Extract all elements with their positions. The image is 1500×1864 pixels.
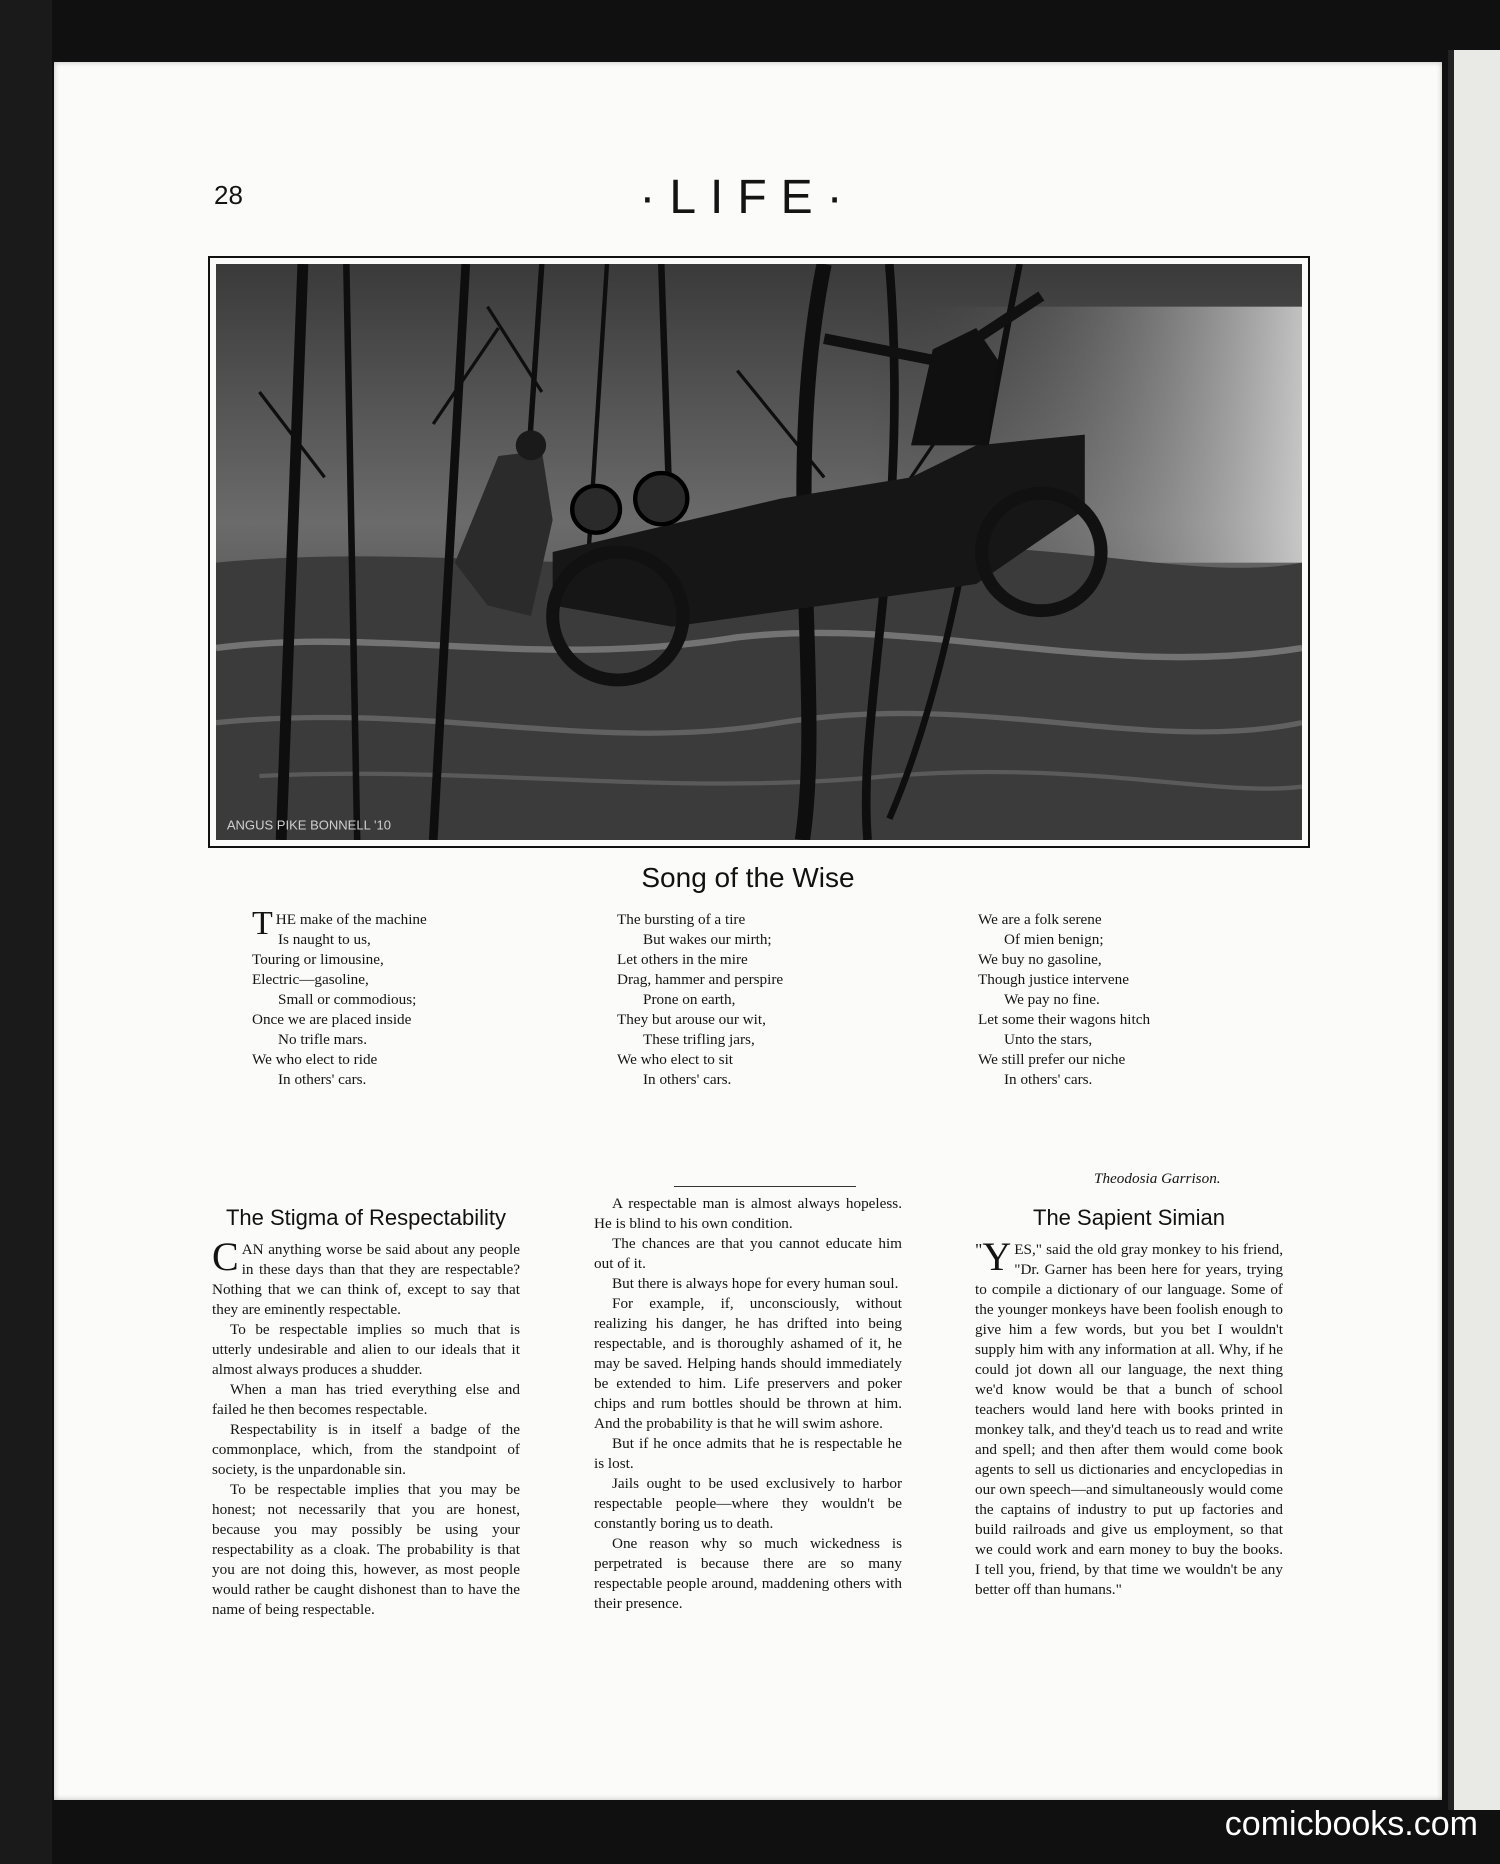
poem-line: Prone on earth, [643, 991, 736, 1008]
poem-line: No trifle mars. [278, 1031, 367, 1048]
poem-line: THE make of the machine [252, 905, 427, 942]
poem-line: We pay no fine. [1004, 991, 1100, 1008]
paragraph: But there is always hope for every human soul. [612, 1275, 899, 1292]
poem-line: In others' cars. [643, 1071, 732, 1088]
poem-author: Theodosia Garrison. [1094, 1170, 1221, 1187]
stigma-article-column [212, 1202, 520, 1620]
paragraph: To be respectable implies so much that is utterly undesirable and alien to our ideals that it almost always produces a shudder. [212, 1321, 520, 1378]
poem-line: Is naught to us, [278, 931, 371, 948]
scan-left-margin [0, 0, 52, 1864]
paragraph: When a man has tried everything else and failed he then becomes respectable. [212, 1381, 520, 1418]
poem-title: Song of the Wise [641, 862, 855, 893]
simian-dropcap: Y [982, 1234, 1012, 1279]
paragraph: " Y ES," said the old gray monkey to his friend, "Dr. Garner has been here for years, trying to compile a dictionary of our language. Some of the younger monkeys have been foolish enough to give him a few words, but you bet I wouldn't supply him with any information at all. Why, if he could jot down all our language, the next thing we'd know would be that a bunch of school teachers would land here with books printed in monkey talk, and they'd teach us to read and write and spell; and then after them would come book agents to sell us dictionaries and encyclopedias in our own speech—and simultaneously would come the captains of industry to put up factories and build railroads and give us employment, so that we could work and earn money to buy the books. I tell you, friend, by that time we wouldn't be any better off than humans." [975, 1234, 1283, 1598]
artist-signature: ANGUS PIKE BONNELL '10 [226, 817, 391, 833]
poem-line: Electric—gasoline, [252, 971, 369, 988]
next-page-edge [1448, 50, 1500, 1810]
paragraph: For example, if, unconsciously, without realizing his danger, he has drifted into being respectable, and is thoroughly ashamed of it, he may be saved. Helping hands should immediately be extended to him. Life preservers and poker chips and rum bottles should be thrown at him. And the probability is that he will swim ashore. [594, 1295, 902, 1432]
poem-line: We still prefer our niche [978, 1051, 1126, 1068]
paragraph: CAN anything worse be said about any people in these days than that they are respectable? Nothing that we can think of, except to say that they are eminently respectable. [212, 1234, 520, 1318]
poem-line: Unto the stars, [1004, 1031, 1093, 1048]
poem-dropcap: T [252, 905, 273, 942]
poem-line: In others' cars. [278, 1071, 367, 1088]
illustration-drawing [216, 264, 1302, 840]
page-number: 28 [214, 180, 243, 210]
poem-line: We who elect to ride [252, 1051, 378, 1068]
poem-line: Though justice intervene [978, 971, 1129, 988]
poem-line: Small or commodious; [278, 991, 417, 1008]
simian-title: The Sapient Simian [1033, 1205, 1225, 1230]
illustration-car-in-mud [208, 256, 1310, 848]
poem-line: We buy no gasoline, [978, 951, 1102, 968]
poem-line: The bursting of a tire [617, 911, 746, 928]
stigma-continued-column [594, 1194, 902, 1614]
headlamp [635, 473, 687, 524]
stigma-dropcap: C [212, 1234, 239, 1279]
simian-article-column [975, 1202, 1283, 1600]
poem-line: In others' cars. [1004, 1071, 1093, 1088]
stigma-title: The Stigma of Respectability [225, 1205, 507, 1230]
poem-line: Drag, hammer and perspire [617, 971, 784, 988]
poem-line: These trifling jars, [643, 1031, 755, 1048]
man-head [516, 430, 546, 460]
paragraph: One reason why so much wickedness is perpetrated is because there are so many respectable people around, maddening others with their presence. [594, 1535, 902, 1612]
headlamp [572, 486, 620, 533]
poem-line: Let others in the mire [617, 951, 748, 968]
magazine-page [54, 62, 1442, 1800]
poem-line: We are a folk serene [978, 911, 1102, 928]
paragraph: To be respectable implies that you may be honest; not necessarily that you are honest, because you may possibly be using your respectability as a cloak. The probability is that you are not doing this, however, as most people would rather be caught dishonest than to have the name of being respectable. [212, 1481, 520, 1618]
poem-stanza-2 [617, 910, 917, 1090]
paragraph: A respectable man is almost always hopeless. He is blind to his own condition. [594, 1195, 902, 1232]
poem-line: We who elect to sit [617, 1051, 734, 1068]
poem-line: They but arouse our wit, [617, 1011, 766, 1028]
open-quote: " [975, 1240, 983, 1260]
paragraph: Respectability is in itself a badge of the commonplace, which, from the standpoint of society, is the unpardonable sin. [212, 1421, 520, 1478]
poem-line: But wakes our mirth; [643, 931, 772, 948]
poem-line: Let some their wagons hitch [978, 1011, 1151, 1028]
watermark: comicbooks.com [1224, 1805, 1478, 1843]
masthead-title: ·LIFE· [639, 171, 857, 224]
poem-line: Of mien benign; [1004, 931, 1104, 948]
paragraph: The chances are that you cannot educate him out of it. [594, 1235, 902, 1272]
poem-line: Once we are placed inside [252, 1011, 412, 1028]
section-divider [674, 1186, 856, 1187]
poem-stanza-1 [252, 905, 552, 1090]
poem-stanza-3 [978, 910, 1278, 1090]
paragraph: Jails ought to be used exclusively to harbor respectable people—where they wouldn't be constantly boring us to death. [594, 1475, 902, 1532]
paragraph: But if he once admits that he is respectable he is lost. [594, 1435, 902, 1472]
poem-line: Touring or limousine, [252, 951, 384, 968]
